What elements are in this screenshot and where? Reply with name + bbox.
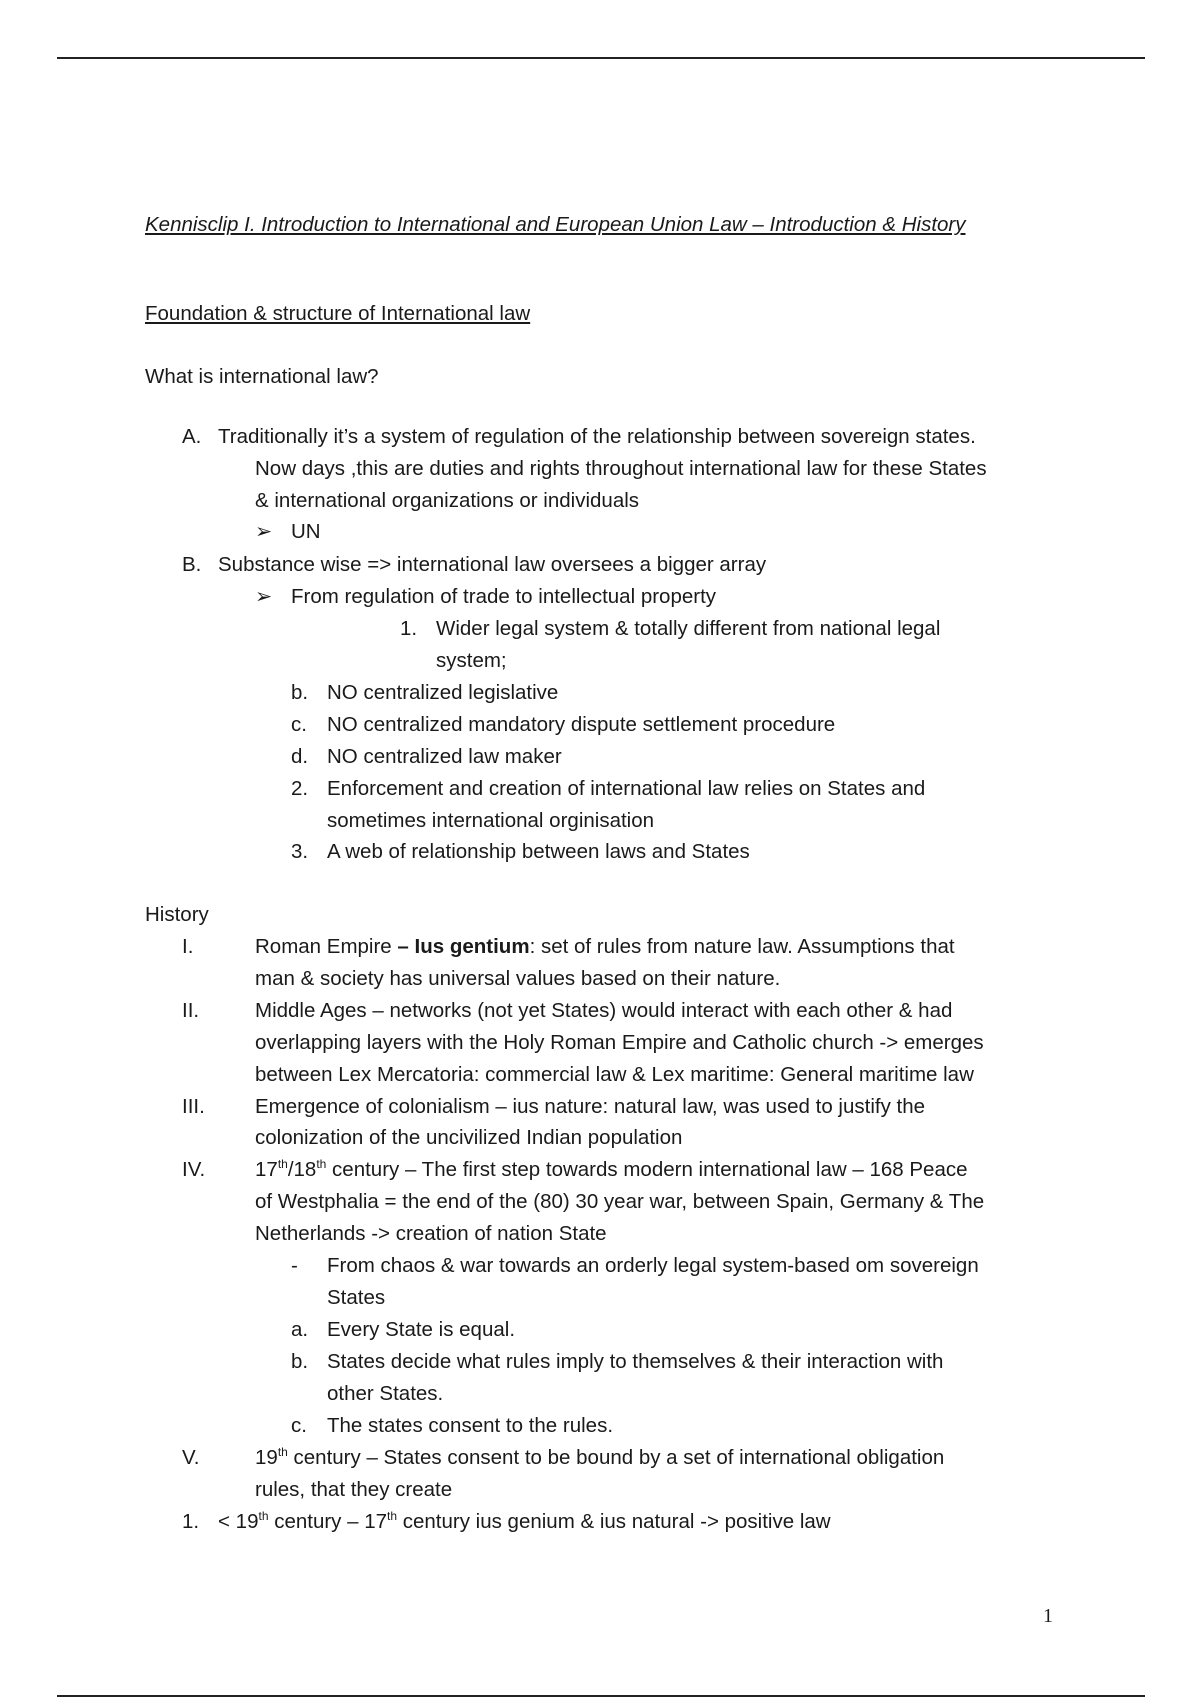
list-marker: c. [291,1414,307,1437]
list-marker: d. [291,745,309,768]
history-item-text: colonization of the uncivilized Indian population [255,1126,683,1149]
history-subitem-text: States decide what rules imply to themselves & their interaction with [327,1350,944,1373]
list-item-text: system; [436,649,507,672]
dash-marker: - [291,1254,298,1277]
history-subitem-text: Every State is equal. [327,1318,516,1341]
list-marker: b. [291,681,309,704]
list-item-text: sometimes international orginisation [327,809,655,832]
history-item-text: Middle Ages – networks (not yet States) would interact with each other & had [255,999,953,1022]
page-title: Kennisclip I. Introduction to International and European Union Law – Introduction & History [145,213,966,236]
history-item-text: 19th century – States consent to be bound by a set of international obligation [255,1445,945,1469]
list-item-text: NO centralized legislative [327,681,559,704]
history-item-text: 17th/18th century – The first step towards modern international law – 168 Peace [255,1157,968,1181]
history-item-text: of Westphalia = the end of the (80) 30 year war, between Spain, Germany & The [255,1190,985,1213]
list-item-text: Wider legal system & totally different from national legal [436,617,941,640]
question-text: What is international law? [145,365,379,388]
list-a-line: Traditionally it’s a system of regulation of the relationship between sovereign states. [218,425,976,448]
list-marker: 1. [400,617,418,640]
history-item-text: Emergence of colonialism – ius nature: natural law, was used to justify the [255,1095,926,1118]
page-number: 1 [1043,1605,1053,1627]
list-item-text: Enforcement and creation of international law relies on States and [327,777,926,800]
history-item-text: Netherlands -> creation of nation State [255,1222,607,1245]
arrow-bullet-icon: ➢ [255,520,273,543]
roman-marker: II. [182,999,200,1022]
list-item-text: NO centralized law maker [327,745,562,768]
history-item-text: overlapping layers with the Holy Roman Empire and Catholic church -> emerges [255,1031,984,1054]
arrow-bullet-icon: ➢ [255,585,273,608]
history-item-text: < 19th century – 17th century ius genium & ius natural -> positive law [218,1509,831,1533]
list-marker-a: A. [182,425,202,448]
history-subitem-text: States [327,1286,386,1309]
roman-marker: V. [182,1446,200,1469]
roman-marker: IV. [182,1158,206,1181]
history-item-text: rules, that they create [255,1478,453,1501]
list-marker: c. [291,713,307,736]
list-b-bullet: From regulation of trade to intellectual property [291,585,717,608]
list-marker-b: B. [182,553,202,576]
history-item-text: between Lex Mercatoria: commercial law & Lex maritime: General maritime law [255,1063,974,1086]
list-marker: b. [291,1350,309,1373]
list-marker: 3. [291,840,309,863]
history-subitem-text: The states consent to the rules. [327,1414,614,1437]
list-marker: 1. [182,1510,200,1533]
section-heading: Foundation & structure of International law [145,302,531,325]
history-subitem-text: From chaos & war towards an orderly legal system-based om sovereign [327,1254,979,1277]
roman-marker: III. [182,1095,205,1118]
list-marker: a. [291,1318,309,1341]
list-a-bullet: UN [291,520,321,543]
history-subitem-text: other States. [327,1382,444,1405]
list-marker: 2. [291,777,309,800]
list-a-line: & international organizations or individuals [255,489,640,512]
history-heading: History [145,903,209,926]
roman-marker: I. [182,935,194,958]
list-item-text: NO centralized mandatory dispute settlement procedure [327,713,836,736]
list-b-line: Substance wise => international law oversees a bigger array [218,553,767,576]
history-item-text: Roman Empire – Ius gentium: set of rules from nature law. Assumptions that [255,935,955,958]
header-rule [57,57,1145,59]
list-a-line: Now days ,this are duties and rights throughout international law for these States [255,457,987,480]
list-item-text: A web of relationship between laws and States [327,840,750,863]
footer-rule [57,1695,1145,1697]
history-item-text: man & society has universal values based on their nature. [255,967,781,990]
